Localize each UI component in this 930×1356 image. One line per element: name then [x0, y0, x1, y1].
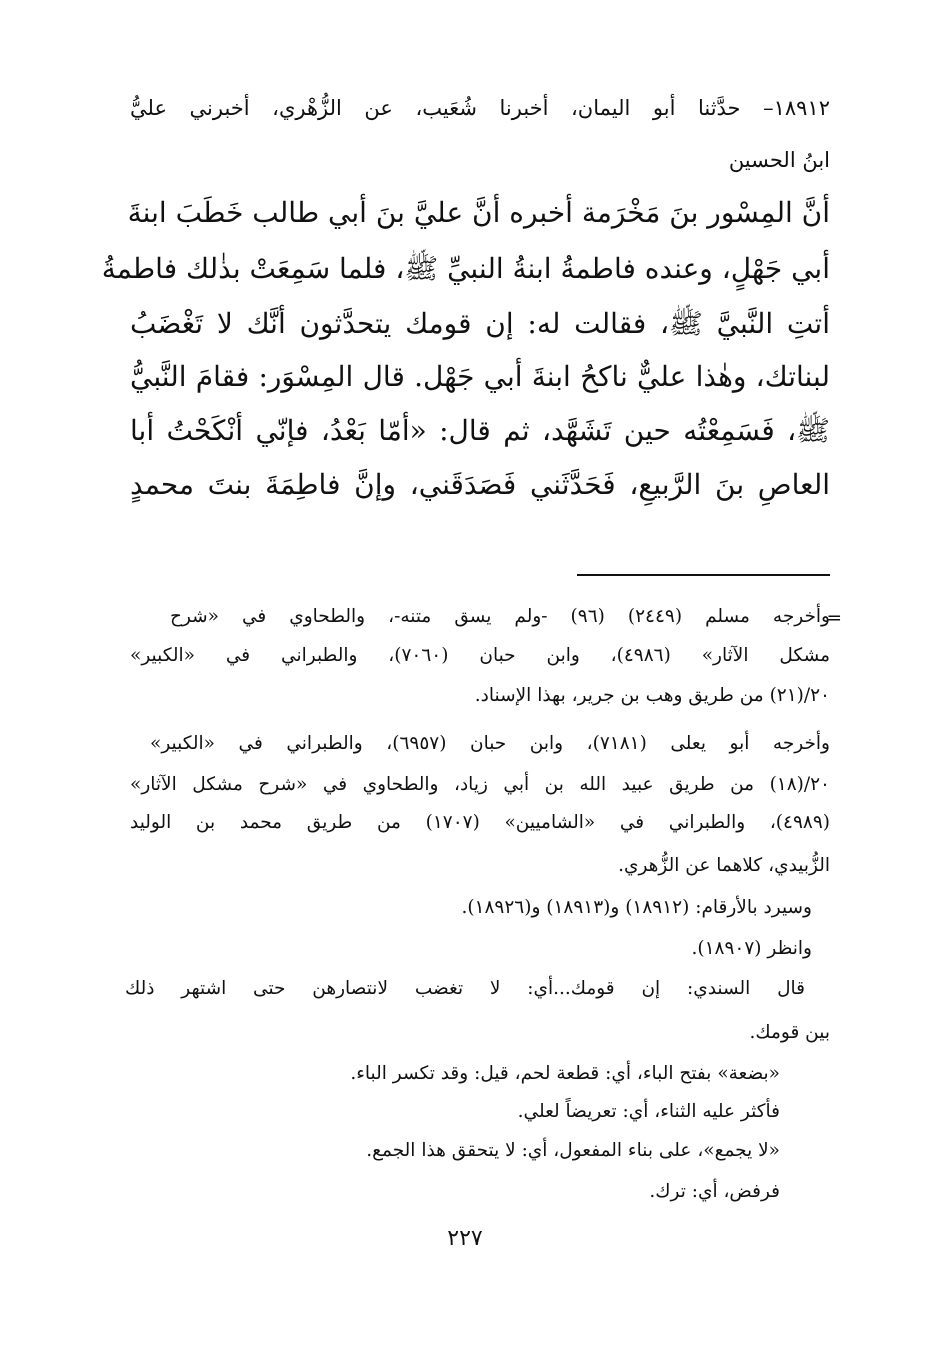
footnote-line: الزُّبيدي، كلاهما عن الزُّهري. [618, 855, 830, 876]
hadith-matn-line-5: ﷺ، فَسَمِعْتُه حين تَشَهَّد، ثم قال: «أمّا بَعْدُ، فإنّي أنْكَحْتُ أبا [130, 414, 830, 447]
hadith-matn-line-2: أبي جَهْلٍ، وعنده فاطمةُ ابنةُ النبيِّ ﷺ، فلما سَمِعَتْ بذٰلك فاطمةُ [101, 252, 830, 285]
page-number: ٢٢٧ [447, 1226, 483, 1251]
hadith-matn-line-1: أنَّ المِسْور بنَ مَخْرَمة أخبره أنَّ عليَّ بنَ أبي طالب خَطَبَ ابنةَ [127, 196, 830, 229]
footnote-line: «بضعة» بفتح الباء، أي: قطعة لحم، قيل: وقد تكسر الباء. [350, 1063, 780, 1084]
footnote-line: ٢٠/(١٨) من طريق عبيد الله بن أبي زياد، والطحاوي في «شرح مشكل الآثار» [130, 774, 830, 795]
footnote-line: فرفض، أي: ترك. [649, 1181, 780, 1202]
footnote-continuation-mark: = [826, 608, 842, 629]
footnote-line: مشكل الآثار» (٤٩٨٦)، وابن حبان (٧٠٦٠)، والطبراني في «الكبير» [130, 645, 830, 666]
footnote-line: «لا يجمع»، على بناء المفعول، أي: لا يتحقق هذا الجمع. [366, 1140, 780, 1161]
hadith-matn-line-3: أتتِ النَّبيَّ ﷺ، فقالت له: إن قومك يتحدَّثون أنَّك لا تَغْضَبُ [130, 307, 830, 340]
footnote-line: وانظر (١٨٩٠٧). [691, 938, 812, 959]
footnote-divider [577, 574, 830, 576]
hadith-matn-line-6: العاصِ بنَ الرَّبيعِ، فَحَدَّثَني فَصَدَقَني، وإنَّ فاطِمَةَ بنتَ محمدٍ [130, 468, 830, 501]
hadith-isnad-line-1: ١٨٩١٢– حدَّثنا أبو اليمان، أخبرنا شُعَيب، عن الزُّهْري، أخبرني عليُّ [130, 96, 830, 120]
footnote-line: وأخرجه أبو يعلى (٧١٨١)، وابن حبان (٦٩٥٧)، والطبراني في «الكبير» [150, 733, 830, 754]
footnote-line: فأكثر عليه الثناء، أي: تعريضاً لعلي. [517, 1101, 780, 1122]
footnote-line: ٢٠/(٢١) من طريق وهب بن جرير، بهذا الإسناد. [474, 685, 830, 706]
footnote-line: بين قومك. [749, 1022, 830, 1043]
footnote-line: وأخرجه مسلم (٢٤٤٩) (٩٦) -ولم يسق متنه-، والطحاوي في «شرح [170, 606, 830, 627]
footnote-line: قال السندي: إن قومك...أي: لا تغضب لانتصارهن حتى اشتهر ذلك [125, 978, 805, 999]
hadith-isnad-line-2: ابنُ الحسين [728, 148, 830, 172]
footnote-line: وسيرد بالأرقام: (١٨٩١٢) و(١٨٩١٣) و(١٨٩٢٦). [461, 897, 812, 918]
hadith-matn-line-4: لبناتك، وهٰذا عليٌّ ناكحُ ابنةَ أبي جَهْل. قال المِسْوَر: فقامَ النَّبيُّ [130, 360, 830, 393]
footnote-line: (٤٩٨٩)، والطبراني في «الشاميين» (١٧٠٧) من طريق محمد بن الوليد [130, 812, 830, 833]
